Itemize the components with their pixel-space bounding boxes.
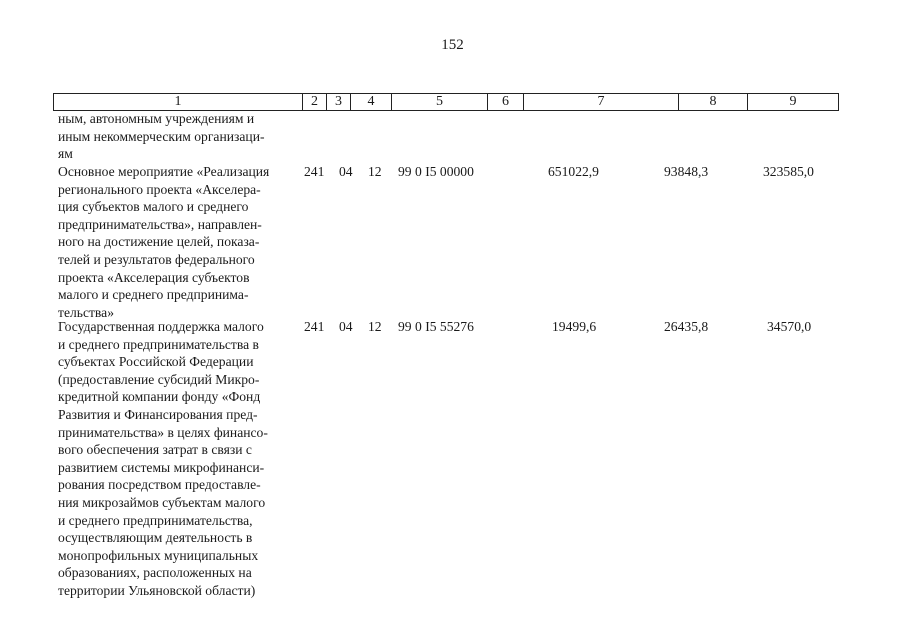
row-2-col-3: 04 bbox=[339, 319, 353, 334]
desc-line: регионального проекта «Акселера- bbox=[58, 181, 261, 197]
row-2-description bbox=[58, 318, 294, 600]
row-2-col-4: 12 bbox=[368, 319, 382, 334]
row-2-col-7: 19499,6 bbox=[552, 319, 597, 334]
row-1-col-8: 93848,3 bbox=[664, 164, 709, 179]
desc-line: телей и результатов федерального bbox=[58, 251, 255, 267]
row-1-description bbox=[58, 163, 294, 321]
desc-line: (предоставление субсидий Микро- bbox=[58, 371, 260, 387]
desc-line: Основное мероприятие «Реализация bbox=[58, 164, 270, 179]
header-col-4: 4 bbox=[350, 94, 391, 110]
row-0-description bbox=[58, 110, 294, 163]
header-col-6: 6 bbox=[487, 94, 523, 110]
desc-line: субъектах Российской Федерации bbox=[58, 354, 254, 370]
desc-line: малого и среднего предпринима- bbox=[58, 287, 249, 303]
page-number: 152 bbox=[441, 37, 464, 53]
header-col-3: 3 bbox=[326, 94, 350, 110]
desc-line: ния микрозаймов субъектам малого bbox=[58, 494, 266, 510]
desc-line: вого обеспечения затрат в связи с bbox=[58, 442, 252, 458]
desc-line: предпринимательства», направлен- bbox=[58, 216, 262, 232]
desc-line: Развития и Финансирования пред- bbox=[58, 406, 258, 422]
desc-line: ного на достижение целей, показа- bbox=[58, 234, 260, 250]
desc-line: и среднего предпринимательства в bbox=[58, 336, 259, 352]
row-1-col-7: 651022,9 bbox=[548, 164, 599, 179]
desc-line: территории Ульяновской области) bbox=[58, 582, 256, 598]
row-2-col-5: 99 0 I5 55276 bbox=[398, 319, 474, 334]
desc-line: принимательства» в целях финансо- bbox=[58, 424, 268, 440]
row-1-col-9: 323585,0 bbox=[763, 164, 814, 179]
row-1-col-5: 99 0 I5 00000 bbox=[398, 164, 474, 179]
row-1-col-2: 241 bbox=[304, 164, 325, 179]
row-1-col-4: 12 bbox=[368, 164, 382, 179]
desc-line: осуществляющим деятельность в bbox=[58, 530, 253, 546]
desc-line: рования посредством предоставле- bbox=[58, 477, 261, 493]
header-col-5: 5 bbox=[391, 94, 487, 110]
desc-line: образованиях, расположенных на bbox=[58, 565, 252, 581]
desc-line: и среднего предпринимательства, bbox=[58, 512, 253, 528]
header-col-1: 1 bbox=[174, 94, 182, 109]
table-header-row bbox=[53, 93, 839, 111]
desc-line: кредитной компании фонду «Фонд bbox=[58, 389, 261, 405]
row-2-col-8: 26435,8 bbox=[664, 319, 709, 334]
row-2-col-9: 34570,0 bbox=[767, 319, 812, 334]
desc-line: развитием системы микрофинанси- bbox=[58, 459, 265, 475]
row-1-col-3: 04 bbox=[339, 164, 353, 179]
desc-line: монопрофильных муниципальных bbox=[58, 547, 259, 563]
desc-line: ным, автономным учреждениям и bbox=[58, 111, 255, 126]
desc-line: проекта «Акселерация субъектов bbox=[58, 269, 250, 285]
header-col-2: 2 bbox=[302, 94, 326, 110]
header-col-7: 7 bbox=[523, 94, 678, 110]
desc-line: ям bbox=[58, 146, 73, 162]
desc-line: иным некоммерческим организаци- bbox=[58, 128, 265, 144]
row-2-col-2: 241 bbox=[304, 319, 325, 334]
header-col-9: 9 bbox=[747, 94, 838, 110]
desc-line: Государственная поддержка малого bbox=[58, 319, 264, 334]
header-col-8: 8 bbox=[678, 94, 747, 110]
desc-line: тельства» bbox=[58, 304, 115, 320]
desc-line: ция субъектов малого и среднего bbox=[58, 199, 249, 215]
